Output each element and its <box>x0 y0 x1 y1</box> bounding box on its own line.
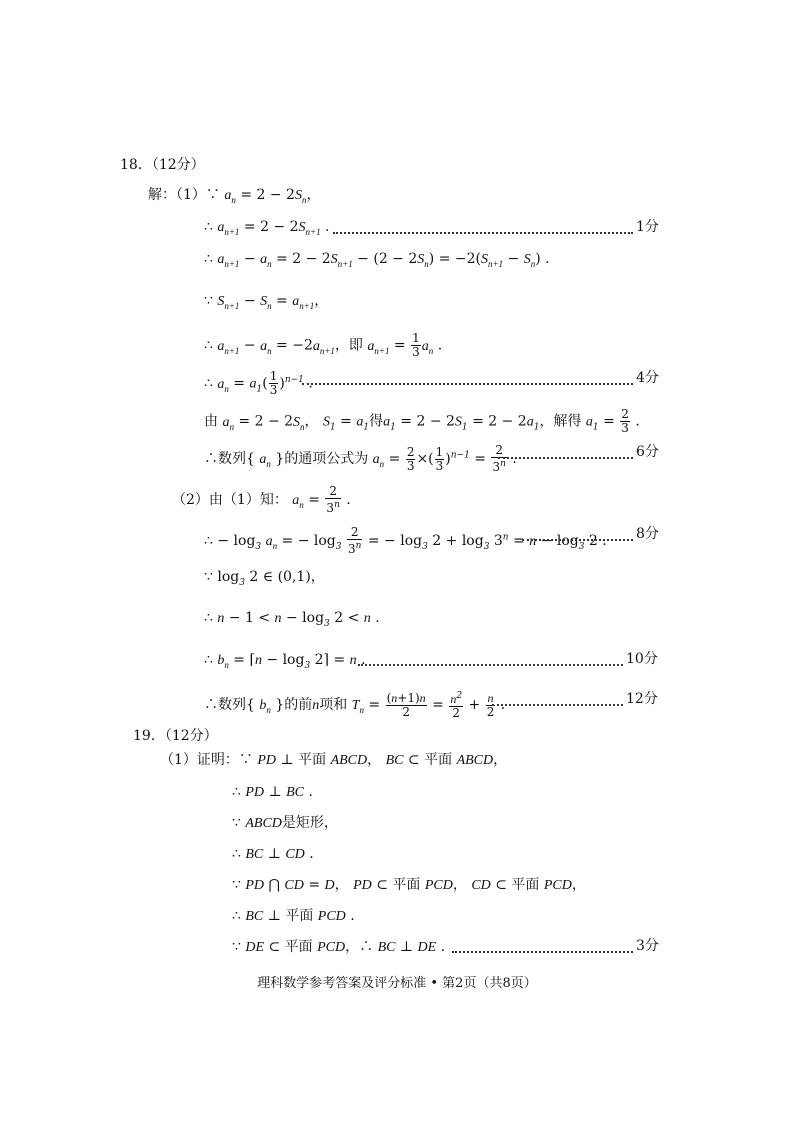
q18-line-12: ∴ $b_n$ = ⌈n − $\log_3$ 2⌉ = n . <box>204 652 366 671</box>
q19-line-7: ∵ DE ⊂ 平面 PCD，∴ BC ⊥ DE . <box>232 939 446 955</box>
page-footer: 理科数学参考答案及评分标准 • 第2页（共8页） <box>257 976 537 991</box>
q19-line-5: ∵ PD ⋂ CD = D， PD ⊂ 平面 PCD， CD ⊂ 平面 PCD， <box>232 877 586 893</box>
score-3: 3分 <box>636 938 659 954</box>
solution-label: 解：（1） <box>148 187 206 203</box>
q19-line-1: （1）证明：∵ PD ⊥ 平面 ABCD， BC ⊂ 平面 ABCD， <box>160 752 508 768</box>
score-12: 12分 <box>626 691 658 707</box>
q19-line-4: ∴ BC ⊥ CD . <box>232 846 314 862</box>
q18-line-13: ∴数列{ $b_n$ }的前n项和 $T_n$ = $\frac{(n+1)n}{2}$ = $\frac{n^2}{2}$ + $\frac{n}{2}$ . <box>204 690 506 720</box>
leader-dots <box>492 704 623 706</box>
q19-header: 19．（12分） <box>133 728 218 744</box>
leader-dots <box>358 664 623 666</box>
leader-dots <box>452 951 633 953</box>
leader-dots <box>333 232 633 234</box>
score-4: 4分 <box>636 370 659 386</box>
q18-line-3: ∴ $a_{n+1} - a_n = 2 - 2S_{n+1} - (2 - 2S_n) = -2(S_{n+1} - S_n)$ . <box>204 251 550 269</box>
q19-line-2: ∴ PD ⊥ BC . <box>232 784 313 800</box>
score-8: 8分 <box>636 526 659 542</box>
leader-dots <box>522 539 633 541</box>
q18-line-2: ∴ $a_{n+1} = 2 - 2S_{n+1}$ . <box>204 219 330 237</box>
q18-part2: （2）由（1）知： $a_n$ = $\frac{2}{3^n}$ . <box>172 484 351 515</box>
score-10: 10分 <box>626 651 658 667</box>
q18-header: 18．（12分） <box>120 157 205 173</box>
q19-line-3: ∵ ABCD是矩形， <box>232 815 338 831</box>
q18-line-1: 解：（1）∵ $a_n = 2 - 2S_n$， <box>148 187 321 205</box>
q18-line-9: ∴ − $\log_3 a_n$ = − $\log_3$ $\frac{2}{3^n}$ = − $\log_3 2 + \log_3 3^n = n - \log_3 2$ . <box>204 525 607 556</box>
q18-line-11: ∴ $n - 1 < n - \log_3 2 < n$ . <box>204 610 380 629</box>
q19-line-6: ∴ BC ⊥ 平面 PCD . <box>232 908 355 924</box>
q18-line-5: ∴ $a_{n+1} - a_n = -2a_{n+1}$，即 $a_{n+1}$ = $\frac{1}{3}$ $a_n$ . <box>204 331 443 359</box>
q18-line-4: ∵ $S_{n+1} - S_n = a_{n+1}$， <box>204 293 329 311</box>
leader-dots <box>498 457 633 459</box>
leader-dots <box>302 383 633 385</box>
q18-line-7: 由 $a_n = 2 - 2S_n$， $S_1 = a_1$得$a_1 = 2 - 2S_1 = 2 - 2a_1$，解得 $a_1$ = $\frac{2}{3}$ . <box>204 407 640 435</box>
q18-line-10: ∵ $\log_3 2$ ∈ (0,1)， <box>204 569 325 588</box>
q18-line-6: ∴ $a_n = a_1$( $\frac{1}{3}$ )$^{n-1}$ . <box>204 369 313 398</box>
score-6: 6分 <box>636 444 659 460</box>
score-1: 1分 <box>636 219 659 235</box>
q18-line-8: ∴数列{ $a_n$ }的通项公式为 $a_n$ = $\frac{2}{3}$ ×( $\frac{1}{3}$ )$^{n-1}$ = $\frac{2}{3^n}$ . <box>204 443 517 474</box>
